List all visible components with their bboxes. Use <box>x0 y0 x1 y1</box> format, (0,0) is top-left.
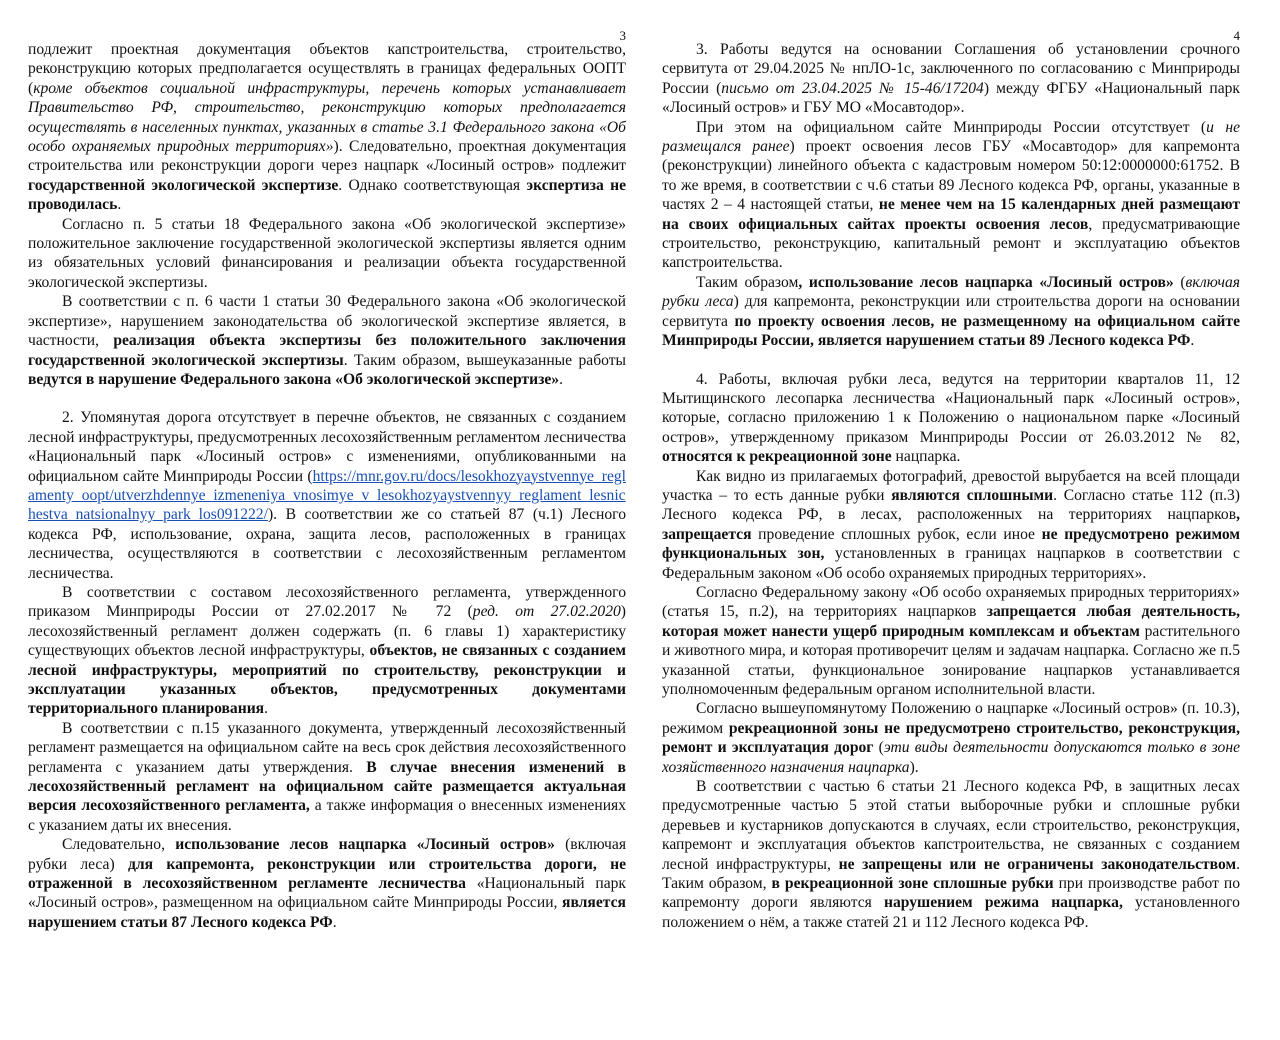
paragraph-point-2: 2. Упомянутая дорога отсутствует в перечне объектов, не связанных с созданием лесной инфраструктуры, предусмотренных лесохозяйственным регламентом лесничества «Национальный парк «Лосиный остров» с изменениями, опубликованными на официальном сайте Минприроды России (https://mnr.gov.ru/docs/lesokhozyaystvennye_reglamenty_oopt/utverzhdennye_izmeneniya_vnosimye_v_lesokhozyaystvennyy_reglament_lesnichestva_natsionalnyy_park_los091222/). В соответствии же со статьей 87 (ч.1) Лесного кодекса РФ, использование, охрана, защита лесов, расположенных в границах лесничества, осуществляются в соответствии с лесохозяйственным регламентом лесничества. <box>28 409 626 582</box>
paragraph-expertise-requirement: подлежит проектная документация объектов капстроительства, строительство, реконструкцию которых предполагается осуществлять в границах федеральных ООПТ (кроме объектов социальной инфраструктуры, перечень которых устанавливает Правительство РФ, строительство, реконструкцию которых предполагается осуществлять в населенных пунктах, указанных в статье 3.1 Федерального закона «Об особо охраняемых природных территориях»). Следовательно, проектная документация строительства или реконструкции дороги через нацпарк «Лосиный остров» подлежит государственной экологической экспертизе. Однако соответствующая экспертиза не проводилась. <box>28 41 626 214</box>
paragraph-clear-cutting: Как видно из прилагаемых фотографий, древостой вырубается на всей площади участка – то есть данные рубки являются сплошными. Согласно статье 112 (п.3) Лесного кодекса РФ, в лесах, расположенных на территориях нацпарков, запрещается проведение сплошных рубок, если иное не предусмотрено режимом функциональных зон, установленных в границах нацпарков в соответствии с Федеральным законом «Об особо охраняемых природных территориях». <box>662 467 1240 582</box>
paragraph-article-30: В соответствии с п. 6 части 1 статьи 30 Федерального закона «Об экологической экспертизе», нарушением законодательства об экологической экспертизе является, в частности, реализация объекта экспертизы без положительного заключения государственной экологической экспертизы. Таким образом, вышеуказанные работы ведутся в нарушение Федерального закона «Об экологической экспертизе». <box>28 293 627 388</box>
page-4 <box>640 0 1280 1040</box>
paragraph-forest-project: При этом на официальном сайте Минприроды России отсутствует (и не размещался ранее) проект освоения лесов ГБУ «Мосавтодор» для капремонта (реконструкции) линейного объекта с кадастровым номером 50:12:0000000:61752. В то же время, в соответствии с ч.6 статьи 89 Лесного кодекса РФ, органы, указанные в частях 2 – 4 настоящей статьи, не менее чем на 15 календарных дней размещают на своих официальных сайтах проекты освоения лесов, предусматривающие строительство, реконструкцию, капитальный ремонт и эксплуатацию объектов капстроительства. <box>662 118 1240 272</box>
page-number: 3 <box>619 28 626 43</box>
paragraph-conclusion-article-87: Следовательно, использование лесов нацпарка «Лосиный остров» (включая рубки леса) для капремонта, реконструкции или строительства дороги, не отраженной в лесохозяйственном регламенте лесничества «Национальный парк «Лосиный остров», размещенном на официальном сайте Минприроды России, является нарушением статьи 87 Лесного кодекса РФ. <box>28 836 626 931</box>
paragraph-point-15: В соответствии с п.15 указанного документа, утвержденный лесохозяйственный регламент размещается на официальном сайте на весь срок действия лесохозяйственного регламента с указанием даты утверждения. В случае внесения изменений в лесохозяйственный регламент на официальном сайте размещается актуальная версия лесохозяйственного регламента, а также информация о внесенных изменениях с указанием даты их внесения. <box>28 719 627 834</box>
paragraph-point-3: 3. Работы ведутся на основании Соглашения об установлении срочного сервитута от 29.04.2025 № нпЛО-1с, заключенного по согласованию с Минприроды России (письмо от 23.04.2025 № 15-46/17204) между ФГБУ «Национальный парк «Лосиный остров» и ГБУ МО «Мосавтодор». <box>662 41 1240 117</box>
paragraph-regulation-composition: В соответствии с составом лесохозяйственного регламента, утвержденного приказом Минприроды России от 27.02.2017 № 72 (ред. от 27.02.2020) лесохозяйственный регламент должен содержать (п. 6 главы 1) характеристику существующих объектов лесной инфраструктуры, объектов, не связанных с созданием лесной инфраструктуры, мероприятий по строительству, реконструкции и эксплуатации указанных объектов, предусмотренных документами территориального планирования. <box>28 583 626 718</box>
paragraph-point-4: 4. Работы, включая рубки леса, ведутся на территории кварталов 11, 12 Мытищинского лесопарка лесничества «Национальный парк «Лосиный остров», которые, согласно приложению 1 к Положению о национальном парке «Лосиный остров», утвержденному приказом Минприроды России от 26.03.2012 № 82, относятся к рекреационной зоне нацпарка. <box>662 370 1240 466</box>
page-number: 4 <box>1233 28 1240 43</box>
paragraph-article-18: Согласно п. 5 статьи 18 Федерального закона «Об экологической экспертизе» положительное заключение государственной экологической экспертизы является одним из обязательных условий финансирования и реализации объекта государственной экологической экспертизы. <box>28 215 626 291</box>
paragraph-article-21: В соответствии с частью 6 статьи 21 Лесного кодекса РФ, в защитных лесах предусмотренные частью 5 этой статьи выборочные рубки и сплошные рубки деревьев и кустарников допускаются в случаях, если строительство, реконструкция, капремонт и эксплуатация объектов капстроительства, не связанных с созданием лесной инфраструктуры, не запрещены или не ограничены законодательством. Таким образом, в рекреационной зоне сплошные рубки при производстве работ по капремонту дороги являются нарушением режима нацпарка, установленного положением о нём, а также статей 21 и 112 Лесного кодекса РФ. <box>662 778 1240 931</box>
paragraph-conclusion-article-89: Таким образом, использование лесов нацпарка «Лосиный остров» (включая рубки леса) для капремонта, реконструкции или строительства дороги на основании сервитута по проекту освоения лесов, не размещенному на официальном сайте Минприроды России, является нарушением статьи 89 Лесного кодекса РФ. <box>662 273 1240 350</box>
paragraph-oopt-law: Согласно Федеральному закону «Об особо охраняемых природных территориях» (статья 15, п.2), на территориях нацпарков запрещается любая деятельность, которая может нанести ущерб природным комплексам и объектам растительного и животного мира, и которая противоречит целям и задачам нацпарка. Согласно же п.5 указанной статьи, функциональное зонирование нацпарков устанавливается уполномоченным федеральным органом исполнительной власти. <box>662 583 1240 698</box>
paragraph-recreational-zone: Согласно вышеупомянутому Положению о нацпарке «Лосиный остров» (п. 10.3), режимом рекреационной зоны не предусмотрено строительство, реконструкция, ремонт и эксплуатация дорог (эти виды деятельности допускаются только в зоне хозяйственного назначения нацпарка). <box>662 700 1240 776</box>
regulation-link[interactable]: https://mnr.gov.ru/docs/lesokhozyaystvennye_reglamenty_oopt/utverzhdennye_izmeneniya_vnosimye_v_lesokhozyaystvennyy_reglament_lesnichestva_natsionalnyy_park_los091222/ <box>28 467 626 524</box>
